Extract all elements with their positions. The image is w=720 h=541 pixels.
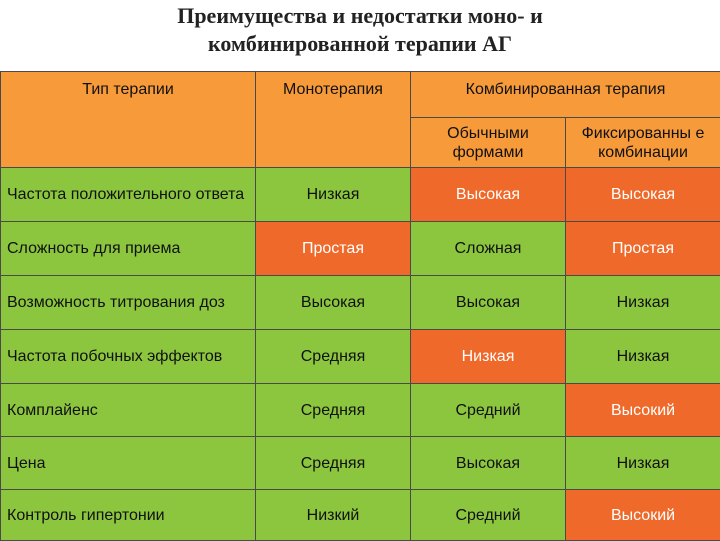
table-row [1, 384, 720, 437]
title-line-1: Преимущества и недостатки моно- и [0, 2, 720, 30]
cell-usual: Высокая [411, 276, 566, 330]
cell-fixed: Низкая [566, 330, 720, 384]
row-label: Частота положительного ответа [1, 168, 256, 222]
table-row [1, 330, 720, 384]
header-therapy-type: Тип терапии [1, 72, 256, 168]
slide-title [0, 2, 720, 58]
table-row [1, 437, 720, 490]
title-line-2: комбинированной терапии АГ [0, 30, 720, 58]
row-label: Цена [1, 437, 256, 490]
cell-mono: Средняя [256, 330, 411, 384]
cell-fixed: Низкая [566, 276, 720, 330]
row-label: Контроль гипертонии [1, 490, 256, 541]
cell-mono: Низкий [256, 490, 411, 541]
cell-mono: Высокая [256, 276, 411, 330]
header-combination-therapy: Комбинированная терапия [411, 72, 720, 118]
row-label: Сложность для приема [1, 222, 256, 276]
comparison-table [0, 71, 720, 541]
cell-fixed: Высокий [566, 490, 720, 541]
cell-usual: Высокая [411, 168, 566, 222]
cell-fixed: Высокая [566, 168, 720, 222]
cell-fixed: Простая [566, 222, 720, 276]
header-monotherapy: Монотерапия [256, 72, 411, 168]
row-label: Возможность титрования доз [1, 276, 256, 330]
row-label: Комплайенс [1, 384, 256, 437]
cell-usual: Высокая [411, 437, 566, 490]
row-label: Частота побочных эффектов [1, 330, 256, 384]
cell-usual: Средний [411, 490, 566, 541]
cell-fixed: Низкая [566, 437, 720, 490]
cell-fixed: Высокий [566, 384, 720, 437]
cell-mono: Низкая [256, 168, 411, 222]
table-row [1, 168, 720, 222]
cell-mono: Средняя [256, 437, 411, 490]
subheader-fixed-combinations: Фиксированны е комбинации [566, 118, 720, 168]
table-row [1, 276, 720, 330]
subheader-usual-forms: Обычными формами [411, 118, 566, 168]
cell-mono: Средняя [256, 384, 411, 437]
cell-usual: Средний [411, 384, 566, 437]
cell-mono: Простая [256, 222, 411, 276]
table-row [1, 490, 720, 541]
cell-usual: Низкая [411, 330, 566, 384]
table-row [1, 222, 720, 276]
cell-usual: Сложная [411, 222, 566, 276]
